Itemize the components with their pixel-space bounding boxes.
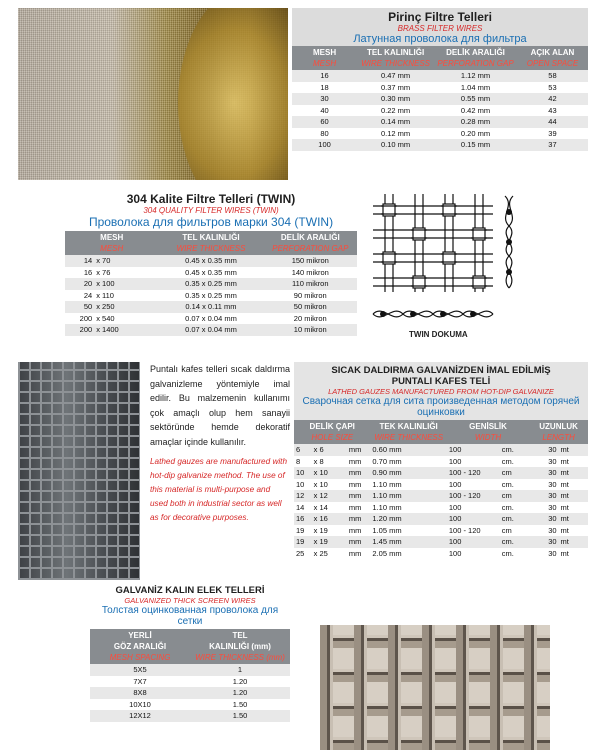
q304-row xyxy=(65,255,357,267)
hotdip-cell: 30 xyxy=(529,456,558,468)
brass-col-open-en: OPEN SPACE xyxy=(526,59,579,68)
q304-cell: 0.45 x 0.35 mm xyxy=(158,267,263,279)
hotdip-cell: 100 xyxy=(447,536,500,548)
hotdip-cell: x 6 xyxy=(312,444,347,456)
q304-title-bar xyxy=(65,190,357,231)
hotdip-table xyxy=(294,444,588,559)
galv-row xyxy=(90,664,290,676)
q304-cell: 24 xyxy=(65,290,94,302)
hotdip-cell: cm. xyxy=(500,456,529,468)
q304-cell: 0.45 x 0.35 mm xyxy=(158,255,263,267)
q304-cell: 0.35 x 0.25 mm xyxy=(158,290,263,302)
q304-row xyxy=(65,301,357,313)
hotdip-cell: 1.10 mm xyxy=(370,490,446,502)
brass-col-open: AÇIK ALAN xyxy=(530,48,575,57)
brass-col-gap: DELİK ARALIĞI xyxy=(446,48,505,57)
hotdip-cell: x 14 xyxy=(312,502,347,514)
hotdip-col-thickness-en: WIRE THICKNESS xyxy=(374,433,444,442)
hotdip-cell: 0.70 mm xyxy=(370,456,446,468)
brass-cell: 1.12 mm xyxy=(434,70,517,82)
hotdip-cell: 8 xyxy=(294,456,312,468)
hotdip-cell: cm. xyxy=(500,536,529,548)
q304-cell: 50 xyxy=(65,301,94,313)
galvanized-thick-section xyxy=(90,583,290,722)
galv-cell: 1.50 xyxy=(190,710,290,722)
brass-row xyxy=(292,105,588,117)
q304-filter-section xyxy=(65,190,357,336)
hotdip-cell: mt xyxy=(559,490,588,502)
brass-row xyxy=(292,116,588,128)
hotdip-cell: mm xyxy=(347,513,371,525)
hotdip-cell: mt xyxy=(559,467,588,479)
hotdip-col-length: UZUNLUK xyxy=(539,422,578,431)
hotdip-cell: mt xyxy=(559,548,588,560)
galv-subtitle-en: GALVANIZED THICK SCREEN WIRES xyxy=(124,596,256,605)
q304-cell: x 540 xyxy=(94,313,158,325)
hotdip-cell: 1.10 mm xyxy=(370,479,446,491)
galvanized-mesh-roll-photo xyxy=(18,362,140,580)
brass-cell: 44 xyxy=(517,116,588,128)
hotdip-cell: mt xyxy=(559,513,588,525)
hotdip-row xyxy=(294,513,588,525)
q304-col-thickness-en: WIRE THICKNESS xyxy=(176,244,246,253)
hotdip-cell: x 19 xyxy=(312,536,347,548)
q304-row xyxy=(65,313,357,325)
brass-cell: 30 xyxy=(292,93,357,105)
brass-cell: 58 xyxy=(517,70,588,82)
galv-cell: 12X12 xyxy=(90,710,190,722)
q304-cell: 20 mikron xyxy=(264,313,357,325)
brass-cell: 39 xyxy=(517,128,588,140)
hotdip-cell: 100 - 120 xyxy=(447,525,500,537)
hotdip-gauze-section xyxy=(294,362,588,559)
galv-col-thickness-en: WIRE THICKNESS (mm) xyxy=(195,653,285,662)
brass-title: Pirinç Filtre Telleri xyxy=(388,10,492,24)
q304-cell: 0.07 x 0.04 mm xyxy=(158,324,263,336)
hotdip-cell: 100 xyxy=(447,502,500,514)
q304-cell: 200 xyxy=(65,313,94,325)
q304-cell: x 250 xyxy=(94,301,158,313)
hotdip-cell: x 10 xyxy=(312,479,347,491)
q304-row xyxy=(65,267,357,279)
hotdip-cell: 0.60 mm xyxy=(370,444,446,456)
hotdip-cell: 10 xyxy=(294,467,312,479)
q304-cell: 140 mikron xyxy=(264,267,357,279)
brass-row xyxy=(292,128,588,140)
description-tr: Puntalı kafes telleri sıcak daldırma galvanizleme yöntemiyle imal edilir. Bu malzemenin kullanımı çok amaçlı olup hem sanayii sektöründe hemde dekoratif amaçlar içinde kullanılır. xyxy=(150,364,290,447)
hotdip-cell: 25 xyxy=(294,548,312,560)
hotdip-cell: cm. xyxy=(500,548,529,560)
hotdip-cell: 30 xyxy=(529,444,558,456)
crimped-screen-photo xyxy=(320,625,550,750)
brass-cell: 0.55 mm xyxy=(434,93,517,105)
brass-cell: 37 xyxy=(517,139,588,151)
hotdip-col-length-en: LENGTH xyxy=(542,433,575,442)
brass-cell: 53 xyxy=(517,82,588,94)
galv-cell: 1.50 xyxy=(190,699,290,711)
q304-col-mesh: MESH xyxy=(100,233,124,242)
hotdip-subtitle-ru: Сварочная сетка для сита произведенная методом горячей оцинковки xyxy=(302,396,580,418)
hotdip-cell: mt xyxy=(559,502,588,514)
galv-row xyxy=(90,699,290,711)
hotdip-col-width: GENİSLİK xyxy=(469,422,507,431)
hotdip-cell: 12 xyxy=(294,490,312,502)
galv-title: GALVANİZ KALIN ELEK TELLERİ xyxy=(115,585,265,596)
brass-cell: 18 xyxy=(292,82,357,94)
hotdip-cell: 30 xyxy=(529,536,558,548)
brass-cell: 100 xyxy=(292,139,357,151)
brass-cell: 80 xyxy=(292,128,357,140)
hotdip-cell: mm xyxy=(347,548,371,560)
hotdip-cell: 1.45 mm xyxy=(370,536,446,548)
brass-col-thickness-en: WIRE THICKNESS xyxy=(361,59,431,68)
q304-cell: 16 xyxy=(65,267,94,279)
hotdip-cell: 0.90 mm xyxy=(370,467,446,479)
q304-subtitle-ru: Проволока для фильтров марки 304 (TWIN) xyxy=(88,215,334,229)
hotdip-cell: 1.05 mm xyxy=(370,525,446,537)
brass-table xyxy=(292,70,588,151)
q304-cell: 20 xyxy=(65,278,94,290)
galv-col-spacing-en: MESH SPACING xyxy=(109,653,171,662)
hotdip-cell: x 16 xyxy=(312,513,347,525)
brass-col-thickness: TEL KALINLIĞI xyxy=(366,48,425,57)
hotdip-cell: 19 xyxy=(294,536,312,548)
hotdip-cell: x 10 xyxy=(312,467,347,479)
brass-col-gap-en: PERFORATION GAP xyxy=(437,59,514,68)
galv-cell: 8X8 xyxy=(90,687,190,699)
galv-cell: 5X5 xyxy=(90,664,190,676)
hotdip-row xyxy=(294,490,588,502)
brass-cell: 0.42 mm xyxy=(434,105,517,117)
hotdip-subtitle-en: LATHED GAUZES MANUFACTURED FROM HOT-DIP GALVANIZE xyxy=(328,387,554,396)
hotdip-cell: mm xyxy=(347,444,371,456)
q304-table-header xyxy=(65,231,357,255)
q304-cell: 14 xyxy=(65,255,94,267)
hotdip-cell: x 12 xyxy=(312,490,347,502)
q304-subtitle-en: 304 QUALITY FILTER WIRES (TWIN) xyxy=(143,206,279,215)
brass-row xyxy=(292,93,588,105)
hotdip-cell: 30 xyxy=(529,548,558,560)
galv-title-bar xyxy=(90,583,290,629)
lathed-gauze-description xyxy=(150,362,290,525)
q304-cell: 90 mikron xyxy=(264,290,357,302)
brass-cell: 42 xyxy=(517,93,588,105)
hotdip-col-width-en: WIDTH xyxy=(474,433,502,442)
brass-col-mesh-en: MESH xyxy=(312,59,337,68)
hotdip-cell: mm xyxy=(347,502,371,514)
hotdip-col-thickness: TEK KALINLIĞI xyxy=(379,422,438,431)
q304-cell: 50 mikron xyxy=(264,301,357,313)
brass-cell: 0.15 mm xyxy=(434,139,517,151)
q304-row xyxy=(65,290,357,302)
description-en: Lathed gauzes are manufactured with hot-dip galvanize method. The use of this material is multi-purpose and used both in industrial sector as well as for decorative purposes. xyxy=(150,457,288,522)
brass-roll-highlight xyxy=(178,8,288,180)
hotdip-row xyxy=(294,525,588,537)
hotdip-cell: 19 xyxy=(294,525,312,537)
hotdip-row xyxy=(294,456,588,468)
brass-cell: 0.47 mm xyxy=(357,70,434,82)
hotdip-cell: 30 xyxy=(529,479,558,491)
brass-cell: 60 xyxy=(292,116,357,128)
galv-col-thickness-1: TEL xyxy=(232,631,248,640)
galv-row xyxy=(90,676,290,688)
galv-col-spacing-2: GÖZ ARALIĞI xyxy=(113,642,167,651)
q304-table xyxy=(65,255,357,336)
hotdip-cell: 100 xyxy=(447,456,500,468)
galv-cell: 7X7 xyxy=(90,676,190,688)
q304-cell: 10 mikron xyxy=(264,324,357,336)
hotdip-cell: cm xyxy=(500,490,529,502)
brass-cell: 40 xyxy=(292,105,357,117)
galv-cell: 10X10 xyxy=(90,699,190,711)
galv-table-header xyxy=(90,629,290,664)
hotdip-cell: 30 xyxy=(529,513,558,525)
q304-cell: 110 mikron xyxy=(264,278,357,290)
q304-cell: x 100 xyxy=(94,278,158,290)
hotdip-cell: 6 xyxy=(294,444,312,456)
hotdip-cell: mm xyxy=(347,490,371,502)
hotdip-cell: mt xyxy=(559,479,588,491)
hotdip-row xyxy=(294,548,588,560)
hotdip-row xyxy=(294,444,588,456)
q304-cell: 200 xyxy=(65,324,94,336)
hotdip-cell: 30 xyxy=(529,467,558,479)
twin-weave-diagram xyxy=(365,188,533,348)
q304-col-thickness: TEL KALINLIĞI xyxy=(182,233,240,242)
hotdip-cell: 1.10 mm xyxy=(370,502,446,514)
hotdip-cell: cm xyxy=(500,467,529,479)
hotdip-cell: 100 - 120 xyxy=(447,467,500,479)
q304-title: 304 Kalite Filtre Telleri (TWIN) xyxy=(126,192,296,206)
hotdip-cell: x 8 xyxy=(312,456,347,468)
hotdip-cell: mm xyxy=(347,536,371,548)
hotdip-cell: mm xyxy=(347,467,371,479)
hotdip-row xyxy=(294,479,588,491)
q304-cell: x 70 xyxy=(94,255,158,267)
q304-cell: 150 mikron xyxy=(264,255,357,267)
galv-row xyxy=(90,687,290,699)
hotdip-cell: 1.20 mm xyxy=(370,513,446,525)
brass-table-header xyxy=(292,46,588,70)
brass-cell: 43 xyxy=(517,105,588,117)
hotdip-cell: mm xyxy=(347,525,371,537)
brass-cell: 0.22 mm xyxy=(357,105,434,117)
q304-col-mesh-en: MESH xyxy=(100,244,124,253)
q304-row xyxy=(65,324,357,336)
hotdip-table-header xyxy=(294,420,588,444)
hotdip-cell: 100 xyxy=(447,513,500,525)
brass-col-mesh: MESH xyxy=(312,48,337,57)
galv-cell: 1.20 xyxy=(190,687,290,699)
hotdip-cell: 30 xyxy=(529,525,558,537)
q304-cell: 0.35 x 0.25 mm xyxy=(158,278,263,290)
hotdip-cell: 2.05 mm xyxy=(370,548,446,560)
hotdip-cell: 16 xyxy=(294,513,312,525)
brass-row xyxy=(292,139,588,151)
q304-cell: 0.14 x 0.11 mm xyxy=(158,301,263,313)
hotdip-col-hole-en: HOLE SIZE xyxy=(311,433,354,442)
hotdip-cell: 100 xyxy=(447,444,500,456)
hotdip-cell: mt xyxy=(559,456,588,468)
hotdip-cell: mm xyxy=(347,456,371,468)
hotdip-cell: mt xyxy=(559,525,588,537)
hotdip-cell: 100 - 120 xyxy=(447,490,500,502)
hotdip-row xyxy=(294,536,588,548)
galv-row xyxy=(90,710,290,722)
brass-row xyxy=(292,82,588,94)
brass-cell: 0.14 mm xyxy=(357,116,434,128)
brass-cell: 1.04 mm xyxy=(434,82,517,94)
brass-cell: 0.28 mm xyxy=(434,116,517,128)
galv-table xyxy=(90,664,290,722)
galv-cell: 1.20 xyxy=(190,676,290,688)
q304-cell: x 110 xyxy=(94,290,158,302)
brass-row xyxy=(292,70,588,82)
brass-title-bar xyxy=(292,8,588,46)
galv-col-spacing-1: YERLİ xyxy=(128,631,152,640)
hotdip-cell: mt xyxy=(559,536,588,548)
galv-col-thickness-2: KALINLIĞI (mm) xyxy=(209,642,271,651)
hotdip-cell: 100 xyxy=(447,548,500,560)
q304-col-gap: DELİK ARALIĞI xyxy=(280,233,340,242)
brass-cell: 0.10 mm xyxy=(357,139,434,151)
twin-weave-drawing xyxy=(365,188,533,348)
galv-subtitle-ru: Толстая оцинкованная проволока для сетки xyxy=(101,605,279,627)
hotdip-cell: x 19 xyxy=(312,525,347,537)
hotdip-cell: cm xyxy=(500,525,529,537)
twin-weave-label: TWIN DOKUMA xyxy=(409,330,468,339)
brass-cell: 0.20 mm xyxy=(434,128,517,140)
hotdip-row xyxy=(294,467,588,479)
hotdip-cell: 30 xyxy=(529,502,558,514)
brass-cell: 0.12 mm xyxy=(357,128,434,140)
brass-mesh-roll-photo xyxy=(18,8,288,180)
hotdip-title-line1: SICAK DALDIRMA GALVANİZDEN İMAL EDİLMİŞ xyxy=(331,365,551,376)
brass-cell: 0.37 mm xyxy=(357,82,434,94)
hotdip-title-bar xyxy=(294,362,588,420)
q304-cell: x 76 xyxy=(94,267,158,279)
brass-cell: 16 xyxy=(292,70,357,82)
q304-row xyxy=(65,278,357,290)
hotdip-cell: 14 xyxy=(294,502,312,514)
hotdip-cell: cm. xyxy=(500,513,529,525)
hotdip-cell: cm. xyxy=(500,444,529,456)
hotdip-cell: mt xyxy=(559,444,588,456)
q304-cell: x 1400 xyxy=(94,324,158,336)
hotdip-cell: cm. xyxy=(500,479,529,491)
hotdip-cell: 10 xyxy=(294,479,312,491)
galv-cell: 1 xyxy=(190,664,290,676)
hotdip-cell: cm. xyxy=(500,502,529,514)
hotdip-cell: x 25 xyxy=(312,548,347,560)
q304-cell: 0.07 x 0.04 mm xyxy=(158,313,263,325)
brass-filter-section xyxy=(292,8,588,151)
hotdip-row xyxy=(294,502,588,514)
hotdip-cell: 100 xyxy=(447,479,500,491)
q304-col-gap-en: PERFORATION GAP xyxy=(272,244,349,253)
brass-subtitle-ru: Латунная проволока для фильтра xyxy=(353,33,527,45)
hotdip-cell: mm xyxy=(347,479,371,491)
hotdip-col-hole: DELİK ÇAPI xyxy=(309,422,355,431)
brass-cell: 0.30 mm xyxy=(357,93,434,105)
brass-subtitle-en: BRASS FILTER WIRES xyxy=(397,24,483,33)
hotdip-cell: 30 xyxy=(529,490,558,502)
hotdip-title-line2: PUNTALI KAFES TELİ xyxy=(391,376,491,387)
